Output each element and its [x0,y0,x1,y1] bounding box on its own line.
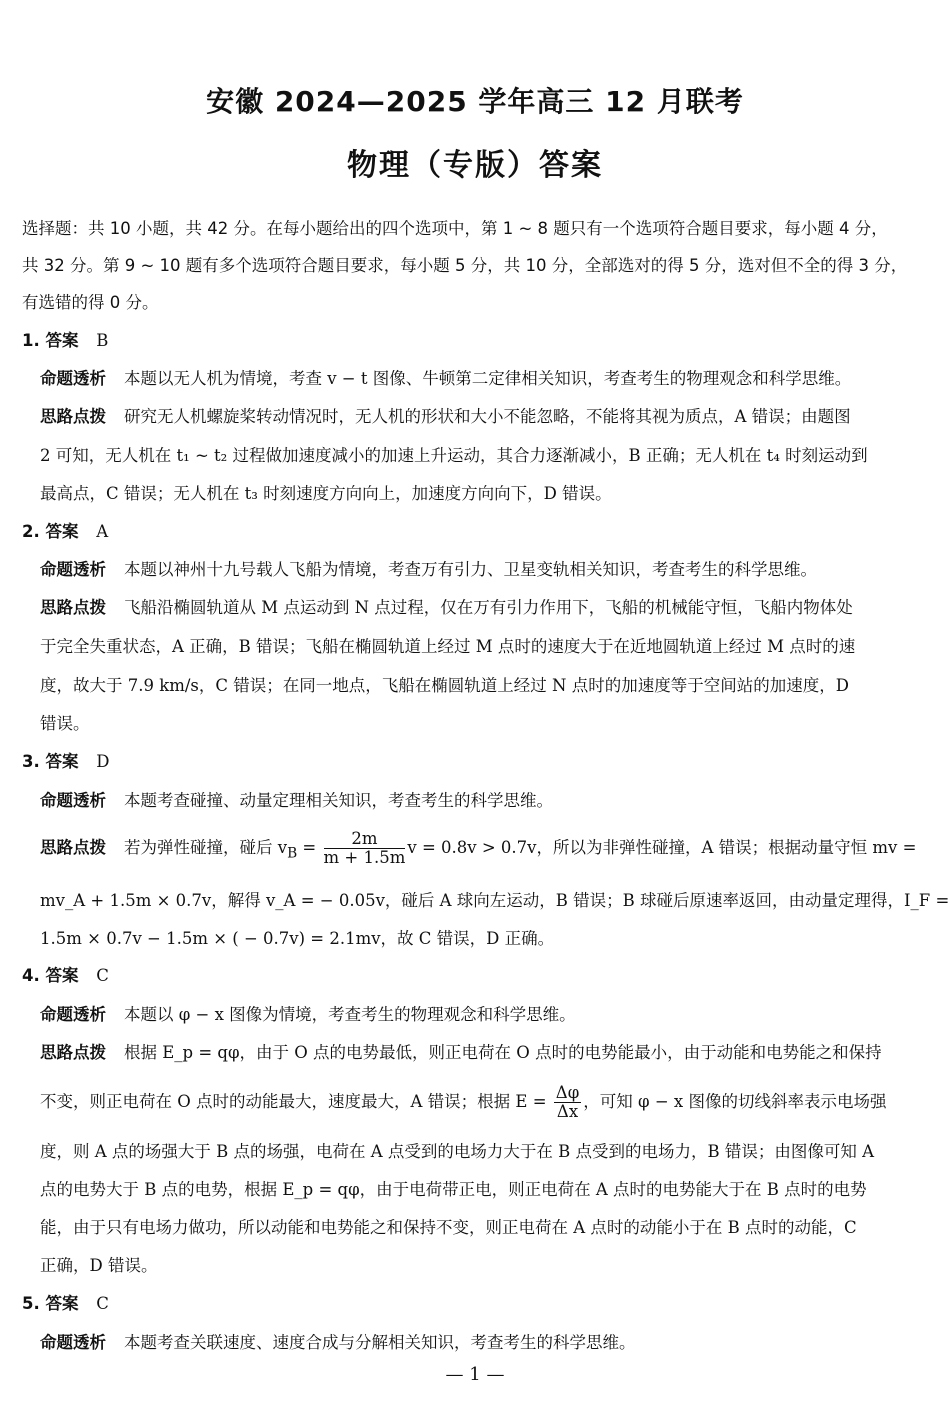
question-4-intent [40,1005,576,1025]
answer-value: A [96,522,109,541]
intent-text: 本题以 φ − x 图像为情境，考查考生的物理观念和科学思维。 [124,1005,576,1024]
hint-label: 思路点拨 [40,838,106,857]
intent-label: 命题透析 [40,1333,106,1352]
hint-label: 思路点拨 [40,407,106,426]
hint-text: 度，故大于 7.9 km/s，C 错误；在同一地点，飞船在椭圆轨道上经过 N 点时的加速度等于空间站的加速度，D [40,676,849,695]
question-3-header [22,752,109,772]
question-number: 5. [22,1294,40,1313]
intent-text: 本题以无人机为情境，考查 v − t 图像、牛顿第二定律相关知识，考查考生的物理观念和科学思维。 [124,369,852,388]
exam-subtitle: 物理（专版）答案 [347,148,603,183]
hint-text: 点的电势大于 B 点的电势，根据 E_p = qφ，由于电荷带正电，则正电荷在 A 点时的电势能大于在 B 点时的电势 [40,1180,867,1199]
fraction-denominator: Δx [556,1102,579,1121]
hint-label: 思路点拨 [40,1043,106,1062]
fraction-denominator: m + 1.5m [323,848,406,867]
answer-value: B [96,331,109,350]
question-2-intent [40,560,817,580]
hint-text: 1.5m × 0.7v − 1.5m × ( − 0.7v) = 2.1mv，故 C 错误，D 正确。 [40,929,555,948]
hint-text: 错误。 [40,714,90,733]
hint-text: mv_A + 1.5m × 0.7v，解得 v_A = − 0.05v，碰后 A 球向左运动，B 错误；B 球碰后原速率返回，由动量定理得，I_F = [40,891,950,910]
intro-line-1: 选择题：共 10 小题，共 42 分。在每小题给出的四个选项中，第 1 ~ 8 题只有一个选项符合题目要求，每小题 4 分， [22,219,888,238]
fraction-numerator: 2m [324,830,406,849]
answer-label: 答案 [45,522,79,541]
intent-text: 本题以神州十九号载人飞船为情境，考查万有引力、卫星变轨相关知识，考查考生的科学思维。 [124,560,817,579]
question-3-intent [40,791,553,811]
question-1-hint [40,407,851,427]
hint-text: 能，由于只有电场力做功，所以动能和电势能之和保持不变，则正电荷在 A 点时的动能小于在 B 点时的动能，C [40,1218,857,1237]
hint-text: 不变，则正电荷在 O 点时的动能最大，速度最大，A 错误；根据 E = [40,1092,547,1111]
question-3-hint: 思路点拨 若为弹性碰撞，碰后 $v_B$ = $\frac{2m}{m + 1.5m}$ v = 0.8v > 0.7v，所以为非弹性碰撞，A 错误；根据动量守恒 mv = [40,829,917,867]
answer-label: 答案 [45,752,79,771]
hint-text: 于完全失重状态，A 正确，B 错误；飞船在椭圆轨道上经过 M 点时的速度大于在近地圆轨道上经过 M 点时的速 [40,637,856,656]
exam-title: 安徽 2024—2025 学年高三 12 月联考 [206,85,744,118]
question-1-intent [40,369,851,389]
question-2-header [22,522,108,542]
fraction [324,830,406,867]
hint-label: 思路点拨 [40,598,106,617]
question-number: 4. [22,966,40,985]
intent-text: 本题考查关联速度、速度合成与分解相关知识，考查考生的科学思维。 [124,1333,636,1352]
hint-text: 正确，D 错误。 [40,1256,158,1275]
question-2-hint [40,598,853,618]
answer-label: 答案 [45,1294,79,1313]
hint-text: 若为弹性碰撞，碰后 v [124,838,288,857]
intent-label: 命题透析 [40,791,106,810]
intent-label: 命题透析 [40,560,106,579]
question-4-header [22,966,109,986]
intro-line-2: 共 32 分。第 9 ~ 10 题有多个选项符合题目要求，每小题 5 分，共 10 分，全部选对的得 5 分，选对但不全的得 3 分， [22,256,908,275]
answer-label: 答案 [45,331,79,350]
hint-text: 根据 E_p = qφ，由于 O 点的电势最低，则正电荷在 O 点时的电势能最小，由于动能和电势能之和保持 [124,1043,882,1062]
hint-text: 研究无人机螺旋桨转动情况时，无人机的形状和大小不能忽略，不能将其视为质点，A 错误；由题图 [124,407,851,426]
page-number: — 1 — [445,1364,505,1385]
fraction-numerator: Δφ [555,1083,580,1102]
fraction [554,1084,581,1121]
intent-label: 命题透析 [40,1005,106,1024]
answer-value: C [96,1294,109,1313]
subscript: B [287,845,298,862]
hint-text: 2 可知，无人机在 t₁ ~ t₂ 过程做加速度减小的加速上升运动，其合力逐渐减小，B 正确；无人机在 t₄ 时刻运动到 [40,446,868,465]
question-1-header [22,331,108,351]
question-number: 3. [22,752,40,771]
question-4-hint [40,1043,882,1063]
question-number: 1. [22,331,40,350]
hint-text: v = 0.8v > 0.7v，所以为非弹性碰撞，A 错误；根据动量守恒 mv = [407,838,917,857]
hint-text: 度，则 A 点的场强大于 B 点的场强，电荷在 A 点受到的电场力大于在 B 点受到的电场力，B 错误；由图像可知 A [40,1142,875,1161]
intent-label: 命题透析 [40,369,106,388]
answer-value: D [96,752,110,771]
hint-text: ，可知 φ − x 图像的切线斜率表示电场强 [583,1092,887,1111]
question-5-header [22,1294,109,1314]
hint-text: 飞船沿椭圆轨道从 M 点运动到 N 点过程，仅在万有引力作用下，飞船的机械能守恒，飞船内物体处 [124,598,853,617]
answer-value: C [96,966,109,985]
question-5-intent [40,1333,636,1353]
hint-text: 最高点，C 错误；无人机在 t₃ 时刻速度方向向上，加速度方向向下，D 错误。 [40,484,612,503]
question-number: 2. [22,522,40,541]
hint-line-with-fraction [40,1082,886,1122]
intent-text: 本题考查碰撞、动量定理相关知识，考查考生的科学思维。 [124,791,553,810]
intro-line-3: 有选错的得 0 分。 [22,293,159,312]
answer-label: 答案 [45,966,79,985]
